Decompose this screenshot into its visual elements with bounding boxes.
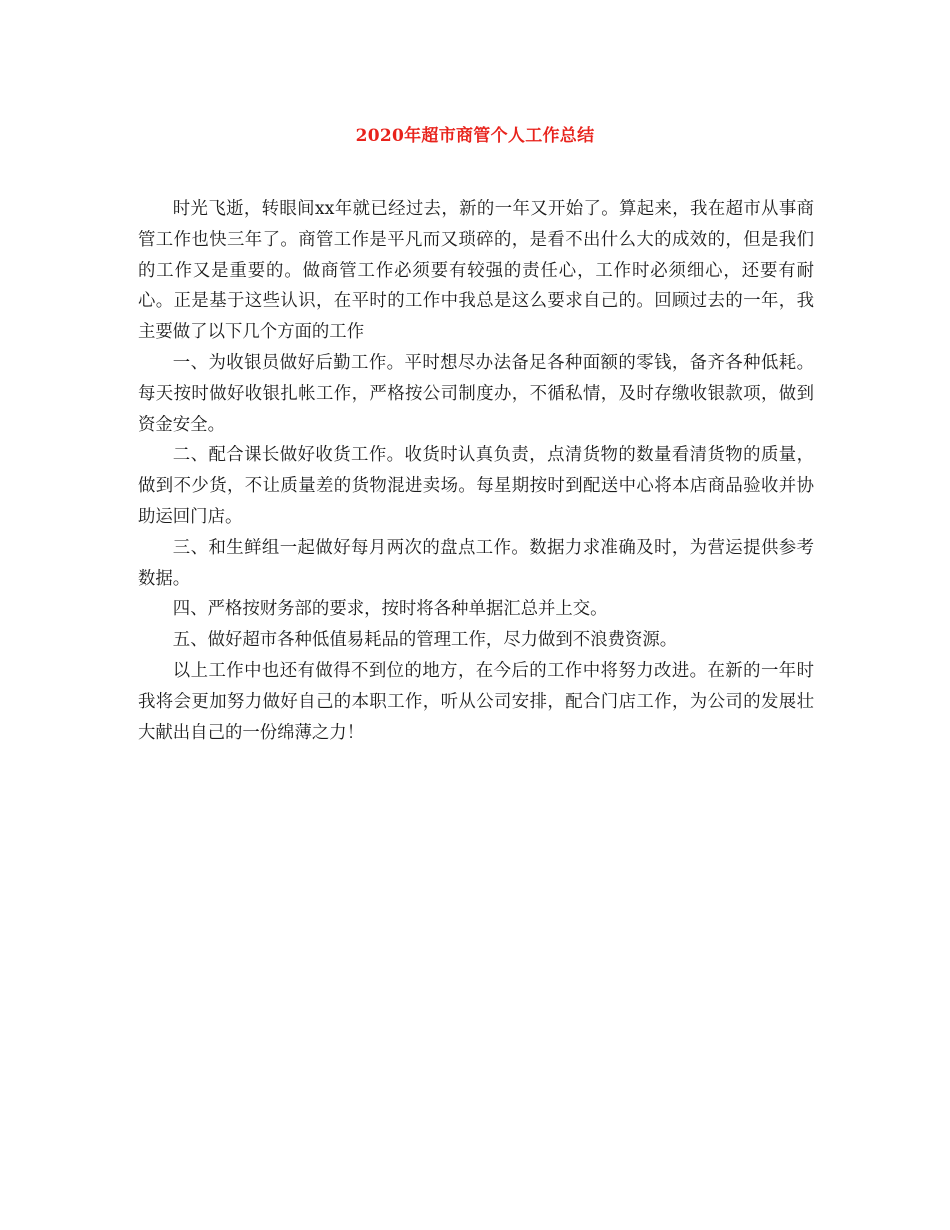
paragraph-item-2: 二、配合课长做好收货工作。收货时认真负责，点清货物的数量看清货物的质量，做到不少货，不让质量差的货物混进卖场。每星期按时到配送中心将本店商品验收并协助运回门店。	[138, 445, 814, 527]
paragraph-item-5: 五、做好超市各种低值易耗品的管理工作，尽力做到不浪费资源。	[172, 630, 678, 651]
paragraph-item-1: 一、为收银员做好后勤工作。平时想尽办法备足各种面额的零钱，备齐各种低耗。每天按时做好收银扎帐工作，严格按公司制度办，不循私情，及时存缴收银款项，做到资金安全。	[138, 352, 814, 435]
paragraph-item-4: 四、严格按财务部的要求，按时将各种单据汇总并上交。	[172, 599, 608, 620]
document-body	[138, 194, 814, 748]
paragraph-intro: 时光飞逝，转眼间xx年就已经过去，新的一年又开始了。算起来，我在超市从事商管工作也快三年了。商管工作是平凡而又琐碎的，是看不出什么大的成效的，但是我们的工作又是重要的。做商管工作必须要有较强的责任心，工作时必须细心，还要有耐心。正是基于这些认识，在平时的工作中我总是这么要求自己的。回顾过去的一年，我主要做了以下几个方面的工作	[138, 199, 814, 343]
paragraph-item-3: 三、和生鲜组一起做好每月两次的盘点工作。数据力求准确及时，为营运提供参考数据。	[138, 537, 814, 589]
document-title: 2020年超市商管个人工作总结	[355, 126, 595, 146]
paragraph-conclusion: 以上工作中也还有做得不到位的地方，在今后的工作中将努力改进。在新的一年时我将会更加努力做好自己的本职工作，听从公司安排，配合门店工作，为公司的发展壮大献出自己的一份绵薄之力！	[138, 660, 814, 743]
